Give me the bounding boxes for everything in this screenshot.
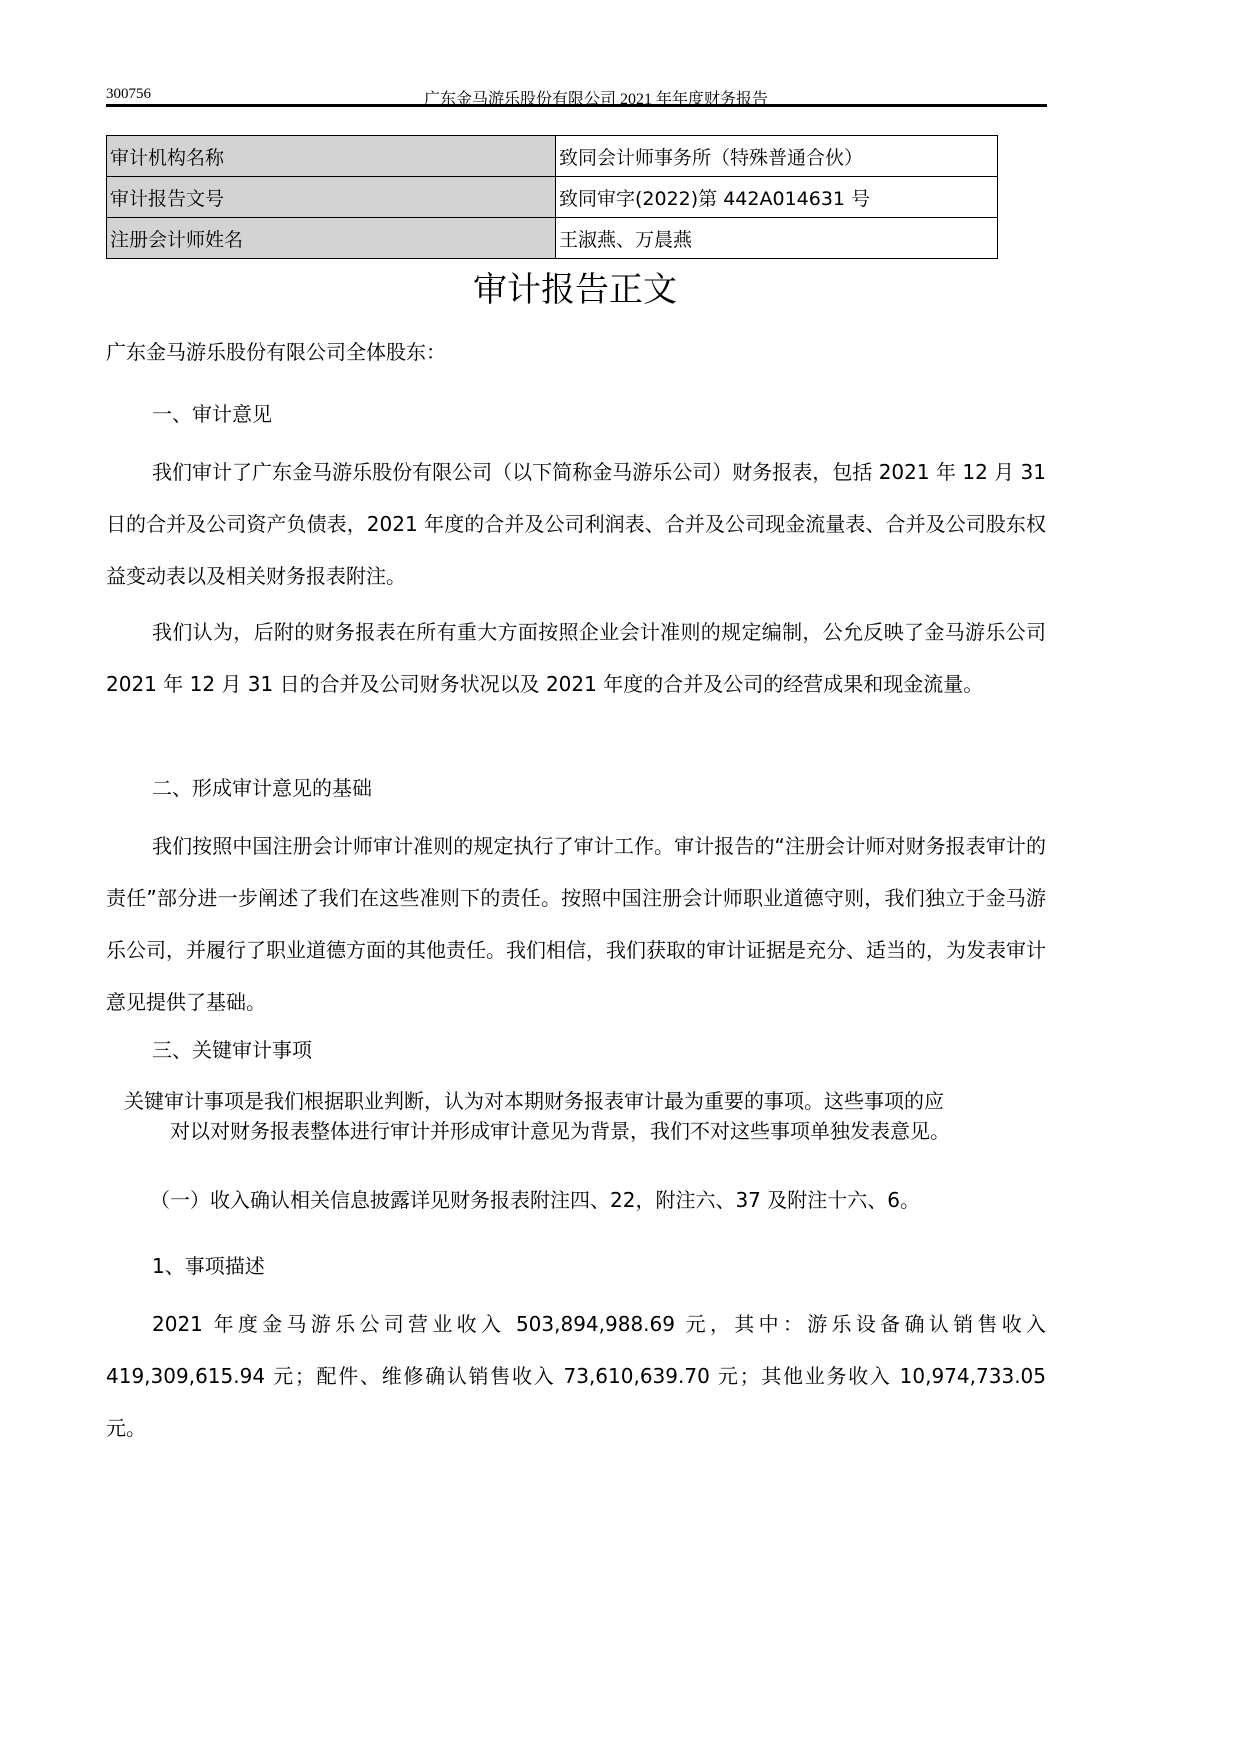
key-matter-item-revenue: （一）收入确认相关信息披露详见财务报表附注四、22，附注六、37 及附注十六、6。	[150, 1188, 920, 1212]
salutation: 广东金马游乐股份有限公司全体股东：	[106, 340, 446, 364]
stock-code: 300756	[106, 86, 151, 102]
row-value: 致同会计师事务所（特殊普通合伙）	[556, 136, 998, 177]
table-row	[107, 136, 998, 177]
table-row	[107, 218, 998, 259]
paragraph-revenue-description: 2021 年度金马游乐公司营业收入 503,894,988.69 元，其中：游乐设备确认销售收入 419,309,615.94 元；配件、维修确认销售收入 73,610,639.70 元；其他业务收入 10,974,733.05 元。	[106, 1312, 1046, 1440]
row-label: 审计机构名称	[107, 136, 556, 177]
paragraph-key-matters-line1: 关键审计事项是我们根据职业判断，认为对本期财务报表审计最为重要的事项。这些事项的应	[124, 1089, 944, 1113]
page-header	[106, 86, 1047, 107]
report-title: 审计报告正文	[473, 270, 677, 310]
paragraph-opinion-scope: 我们审计了广东金马游乐股份有限公司（以下简称金马游乐公司）财务报表，包括 2021 年 12 月 31 日的合并及公司资产负债表，2021 年度的合并及公司利润表、合并及公司现金流量表、合并及公司股东权益变动表以及相关财务报表附注。	[106, 460, 1046, 588]
row-value: 致同审字(2022)第 442A014631 号	[556, 177, 998, 218]
row-value: 王淑燕、万晨燕	[556, 218, 998, 259]
paragraph-key-matters-line2: 对以对财务报表整体进行审计并形成审计意见为背景，我们不对这些事项单独发表意见。	[170, 1119, 950, 1143]
subsection-heading-description: 1、事项描述	[152, 1254, 265, 1278]
audit-info-table	[106, 135, 998, 259]
section-heading-basis: 二、形成审计意见的基础	[152, 776, 372, 800]
table-row	[107, 177, 998, 218]
row-label: 审计报告文号	[107, 177, 556, 218]
paragraph-basis: 我们按照中国注册会计师审计准则的规定执行了审计工作。审计报告的“注册会计师对财务报表审计的责任”部分进一步阐述了我们在这些准则下的责任。按照中国注册会计师职业道德守则，我们独立于金马游乐公司，并履行了职业道德方面的其他责任。我们相信，我们获取的审计证据是充分、适当的，为发表审计意见提供了基础。	[106, 834, 1046, 1014]
report-header-title: 广东金马游乐股份有限公司 2021 年年度财务报告	[424, 91, 769, 108]
paragraph-opinion-statement: 我们认为，后附的财务报表在所有重大方面按照企业会计准则的规定编制，公允反映了金马游乐公司 2021 年 12 月 31 日的合并及公司财务状况以及 2021 年度的合并及公司的经营成果和现金流量。	[106, 620, 1046, 696]
row-label: 注册会计师姓名	[107, 218, 556, 259]
section-heading-key-matters: 三、关键审计事项	[152, 1038, 312, 1062]
section-heading-opinion: 一、审计意见	[152, 402, 272, 426]
